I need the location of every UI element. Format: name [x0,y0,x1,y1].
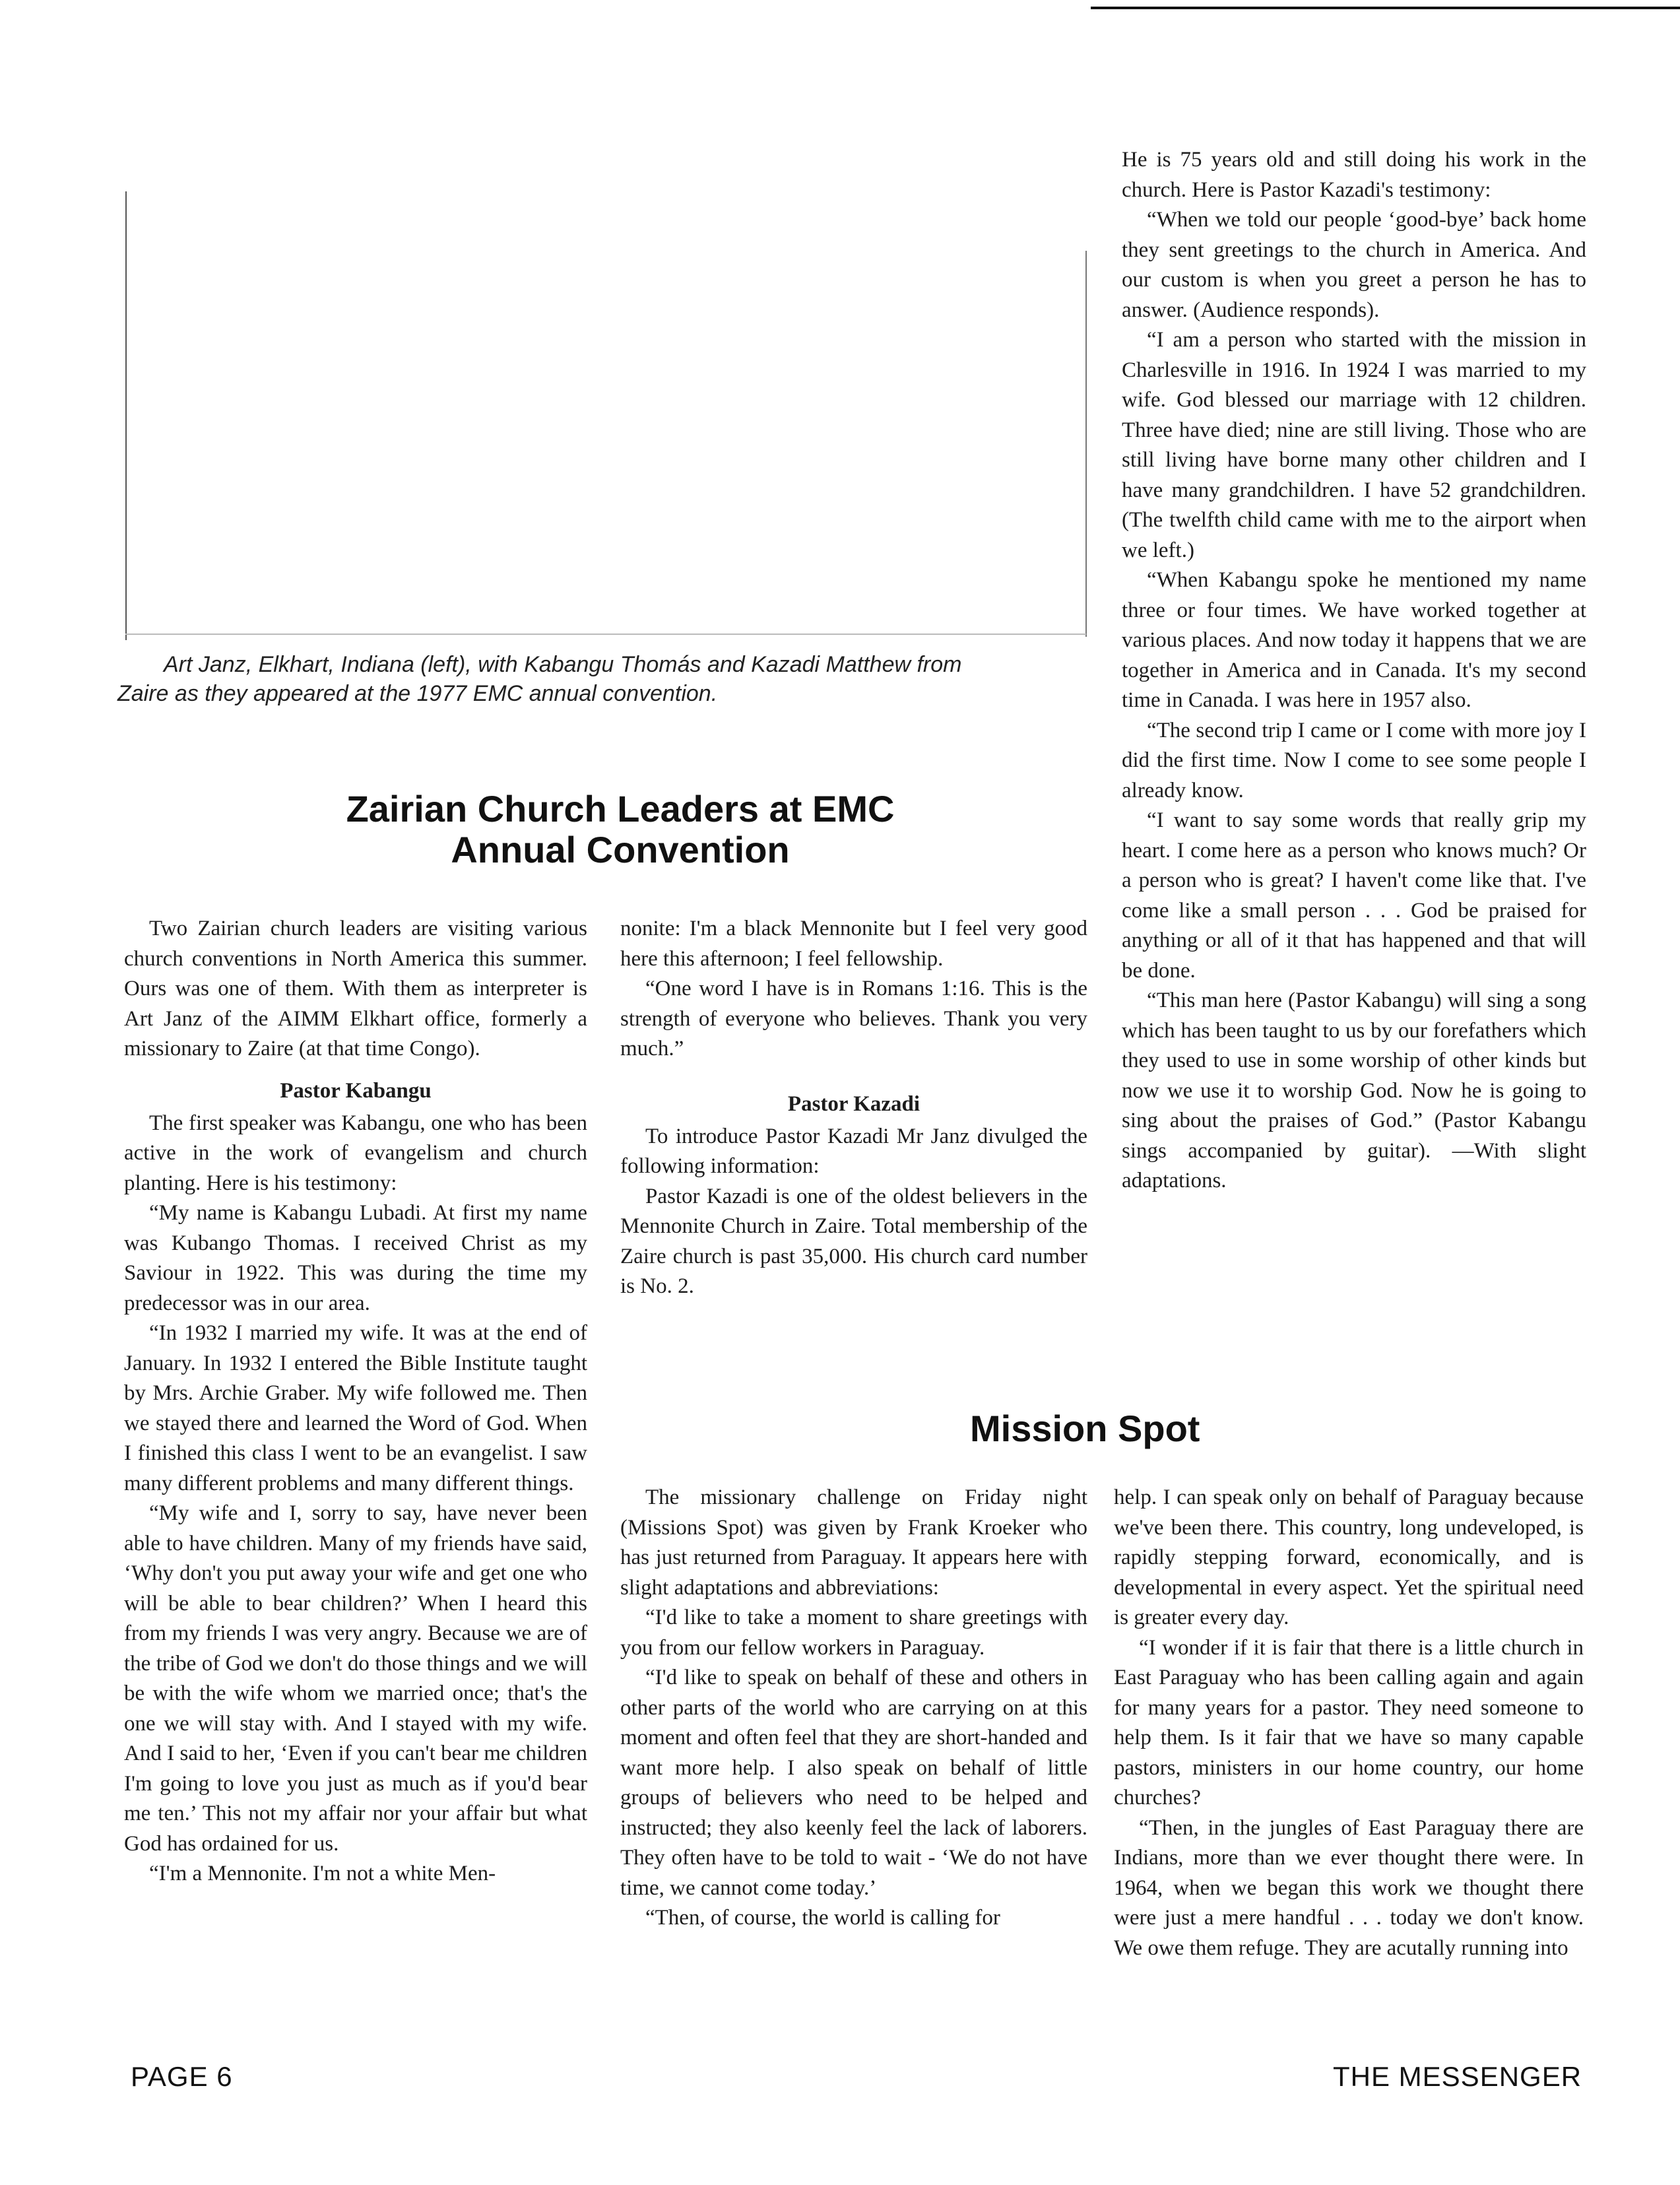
column-d [620,1483,1087,1934]
paragraph: The missionary challenge on Friday night (Missions Spot) was given by Frank Kroeker who has just returned from Paraguay. It appears here with slight adaptations and abbreviations: [620,1485,1087,1600]
kazadi-heading: Pastor Kazadi [787,1092,921,1116]
paragraph: help. I can speak only on behalf of Paraguay because we've been there. This country, long undeveloped, is rapidly stepping forward, economically, and is developmental in every aspect. Yet the spiritual need is greater every day. [1114,1485,1584,1629]
paragraph: “I am a person who started with the mission in Charlesville in 1916. In 1924 I was married to my wife. God blessed our marriage with 12 children. Three have died; nine are still living. Those who are still living have borne many other children and I have many grandchildren. I have 52 grandchildren. (The twelfth child came with me to the airport when we left.) [1122,328,1586,562]
paragraph: nonite: I'm a black Mennonite but I feel very good here this afternoon; I feel fellowship. [620,917,1087,971]
paragraph: “When Kabangu spoke he mentioned my name three or four times. We have worked together at various places. And now today it happens that we are together in America and in Canada. It's my second time in Canada. I was here in 1957 also. [1122,568,1586,712]
caption-line: Zaire as they appeared at the 1977 EMC annual convention. [117,681,718,706]
photo-edge [1085,251,1087,637]
paragraph: He is 75 years old and still doing his work in the church. Here is Pastor Kazadi's testimony: [1122,148,1586,202]
paragraph: “My name is Kabangu Lubadi. At first my name was Kubango Thomas. I received Christ as my Saviour in 1922. This was during the time my predecessor was in our area. [124,1201,587,1315]
photo-placeholder [125,0,1089,637]
top-rule [1091,7,1680,9]
column-c [1122,145,1586,1196]
photo-caption [117,650,1101,708]
page-number: PAGE 6 [131,2061,233,2092]
paragraph: “Then, of course, the world is calling for [645,1906,1000,1930]
paragraph: “One word I have is in Romans 1:16. This is the strength of everyone who believes. Thank you very much.” [620,977,1087,1060]
photo-edge [125,634,1086,635]
paragraph: “I'm a Mennonite. I'm not a white Men- [149,1862,496,1885]
caption-line: Art Janz, Elkhart, Indiana (left), with Kabangu Thomás and Kazadi Matthew from [164,652,962,677]
paragraph: “The second trip I came or I come with more joy I did the first time. Now I come to see some people I already know. [1122,718,1586,802]
paragraph: “Then, in the jungles of East Paraguay there are Indians, more than we ever thought there were. In 1964, when we began this work we thought there were just a mere handful . . . today we don't know. We owe them refuge. They are acutally running into [1114,1815,1584,1960]
paragraph: “I wonder if it is fair that there is a little church in East Paraguay who has been calling again and again for many years for a pastor. They need someone to help them. Is it fair that we have so many capable pastors, ministers in our home country, our home churches? [1114,1635,1584,1810]
paragraph: “I want to say some words that really grip my heart. I come here as a person who knows much? Or a person who is great? I haven't come like that. I've come like a small person . . . God be praised for anything or all of it that has happened and that will be done. [1122,808,1586,983]
kabangu-heading: Pastor Kabangu [280,1078,432,1103]
mission-spot-title: Mission Spot [970,1408,1200,1449]
photo-edge [125,191,127,640]
paragraph: “I'd like to take a moment to share greetings with you from our fellow workers in Paraguay. [620,1606,1087,1660]
paragraph: “My wife and I, sorry to say, have never been able to have children. Many of my friends have said, ‘Why don't you put away your wife and get one who will be able to bear children?’ When I heard this from my friends I was very angry. Because we are of the tribe of God we don't do those things and we will be with the wife whom we married once; that's the one we will stay with. And I stayed with my wife. And I said to her, ‘Even if you can't bear me children I'm going to love you just as much as if you'd bear me ten.’ This not my affair nor your affair but what God has ordained for us. [124,1501,587,1856]
paragraph: “I'd like to speak on behalf of these and others in other parts of the world who are carrying on at this moment and often feel that they are short-handed and want more help. I also speak on behalf of little groups of believers who need to be helped and instructed; they also keenly feel the lack of laborers. They often have to be told to wait - ‘We do not have time, we cannot come today.’ [620,1666,1087,1900]
article-title-line: Annual Convention [451,829,790,870]
column-e [1114,1483,1584,1963]
paragraph: Pastor Kazadi is one of the oldest believers in the Mennonite Church in Zaire. Total membership of the Zaire church is past 35,000. His church card number is No. 2. [620,1184,1087,1298]
column-a [124,914,587,1889]
paragraph: To introduce Pastor Kazadi Mr Janz divulged the following information: [620,1124,1087,1178]
paragraph: “In 1932 I married my wife. It was at the end of January. In 1932 I entered the Bible Institute taught by Mrs. Archie Graber. My wife followed me. Then we stayed there and learned the Word of God. When I finished this class I went to be an evangelist. I saw many different problems and many different things. [124,1321,587,1495]
paragraph: “This man here (Pastor Kabangu) will sing a song which has been taught to us by our forefathers which they used to use in some worship of other kinds but now we use it to worship God. Now he is going to sing about the praises of God.” (Pastor Kabangu sings accompanied by guitar). —With slight adaptations. [1122,989,1586,1192]
publication-name: THE MESSENGER [1333,2061,1582,2092]
paragraph: “When we told our people ‘good-bye’ back home they sent greetings to the church in America. And our custom is when you greet a person he has to answer. (Audience responds). [1122,208,1586,322]
article-title [198,789,1043,870]
article-title-line: Zairian Church Leaders at EMC [346,788,895,830]
column-b [620,914,1087,1302]
intro-paragraph: Two Zairian church leaders are visiting various church conventions in North America this summer. Ours was one of them. With them as interpreter is Art Janz of the AIMM Elkhart office, formerly a missionary to Zaire (at that time Congo). [124,917,587,1060]
paragraph: The first speaker was Kabangu, one who has been active in the work of evangelism and church planting. Here is his testimony: [124,1111,587,1195]
